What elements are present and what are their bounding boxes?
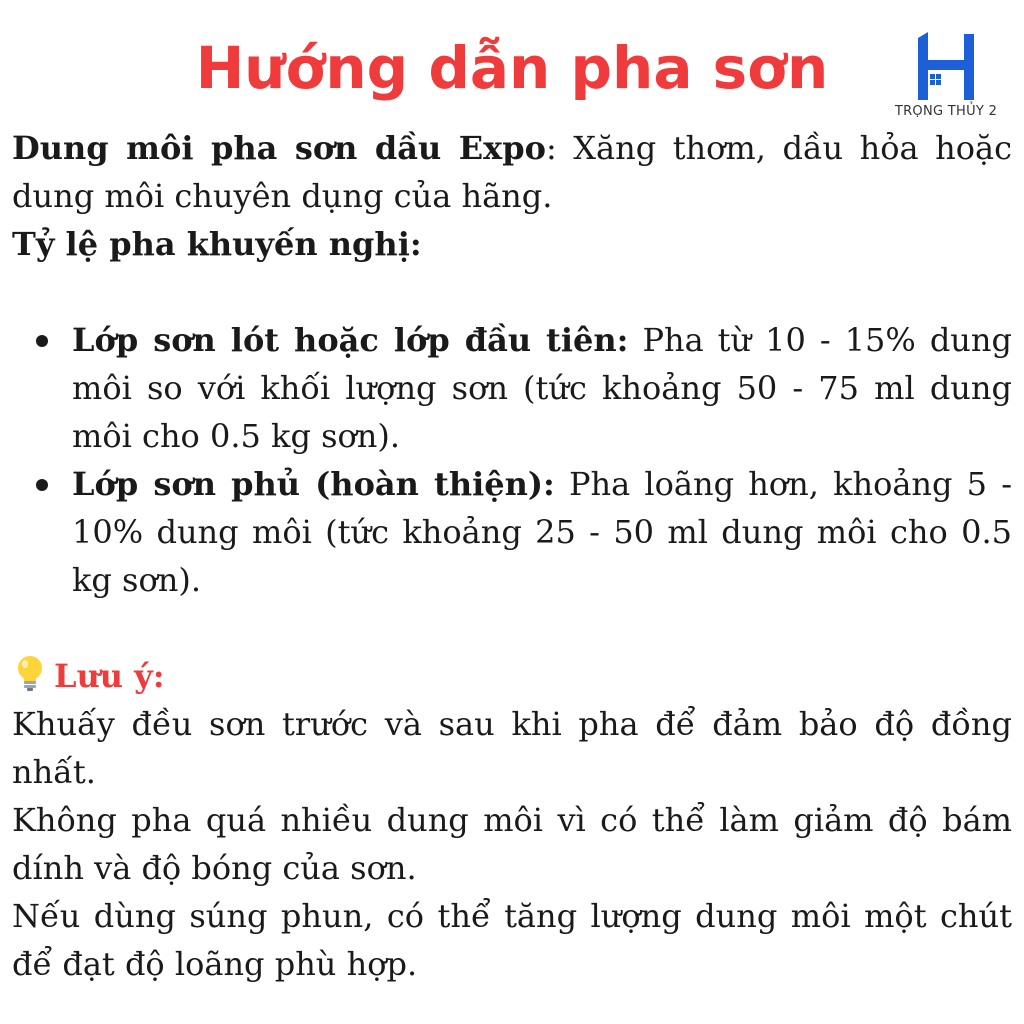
ratio-list (12, 316, 1012, 604)
bullet-text: Pha loãng hơn, khoảng 5 - 10% dung môi (tức khoảng 25 - 50 ml dung môi cho 0.5 kg sơn). (72, 465, 1013, 599)
ratio-heading: Tỷ lệ pha khuyến nghị: (12, 225, 422, 263)
solvent-text: : Xăng thơm, dầu hỏa hoặc dung môi chuyên dụng của hãng. (12, 129, 1013, 215)
list-item (12, 316, 1012, 460)
spacer (12, 268, 1012, 316)
note-line: Không pha quá nhiều dung môi vì có thể làm giảm độ bám dính và độ bóng của sơn. (12, 801, 1012, 887)
solvent-label: Dung môi pha sơn dầu Expo (12, 129, 546, 167)
house-h-logo-icon (914, 30, 978, 102)
list-item (12, 460, 1012, 604)
note-line: Nếu dùng súng phun, có thể tăng lượng dung môi một chút để đạt độ loãng phù hợp. (12, 897, 1012, 983)
note-heading-row (12, 652, 1012, 700)
brand-logo (876, 28, 1016, 124)
bullet-text: Pha từ 10 - 15% dung môi so với khối lượng sơn (tức khoảng 50 - 75 ml dung môi cho 0.5 kg sơn). (72, 321, 1013, 455)
document-body (12, 124, 1012, 988)
note-heading: Lưu ý: (54, 657, 165, 695)
bullet-label: Lớp sơn phủ (hoàn thiện): (72, 465, 555, 503)
bullet-icon (36, 479, 48, 491)
spacer (12, 604, 1012, 652)
bullet-label: Lớp sơn lót hoặc lớp đầu tiên: (72, 321, 629, 359)
page-title: Hướng dẫn pha sơn (195, 34, 829, 102)
bullet-icon (36, 335, 48, 347)
note-line: Khuấy đều sơn trước và sau khi pha để đảm bảo độ đồng nhất. (12, 705, 1012, 791)
lightbulb-icon (12, 653, 48, 693)
solvent-paragraph (12, 124, 1012, 220)
logo-text: TRỌNG THỦY 2 (894, 104, 998, 119)
